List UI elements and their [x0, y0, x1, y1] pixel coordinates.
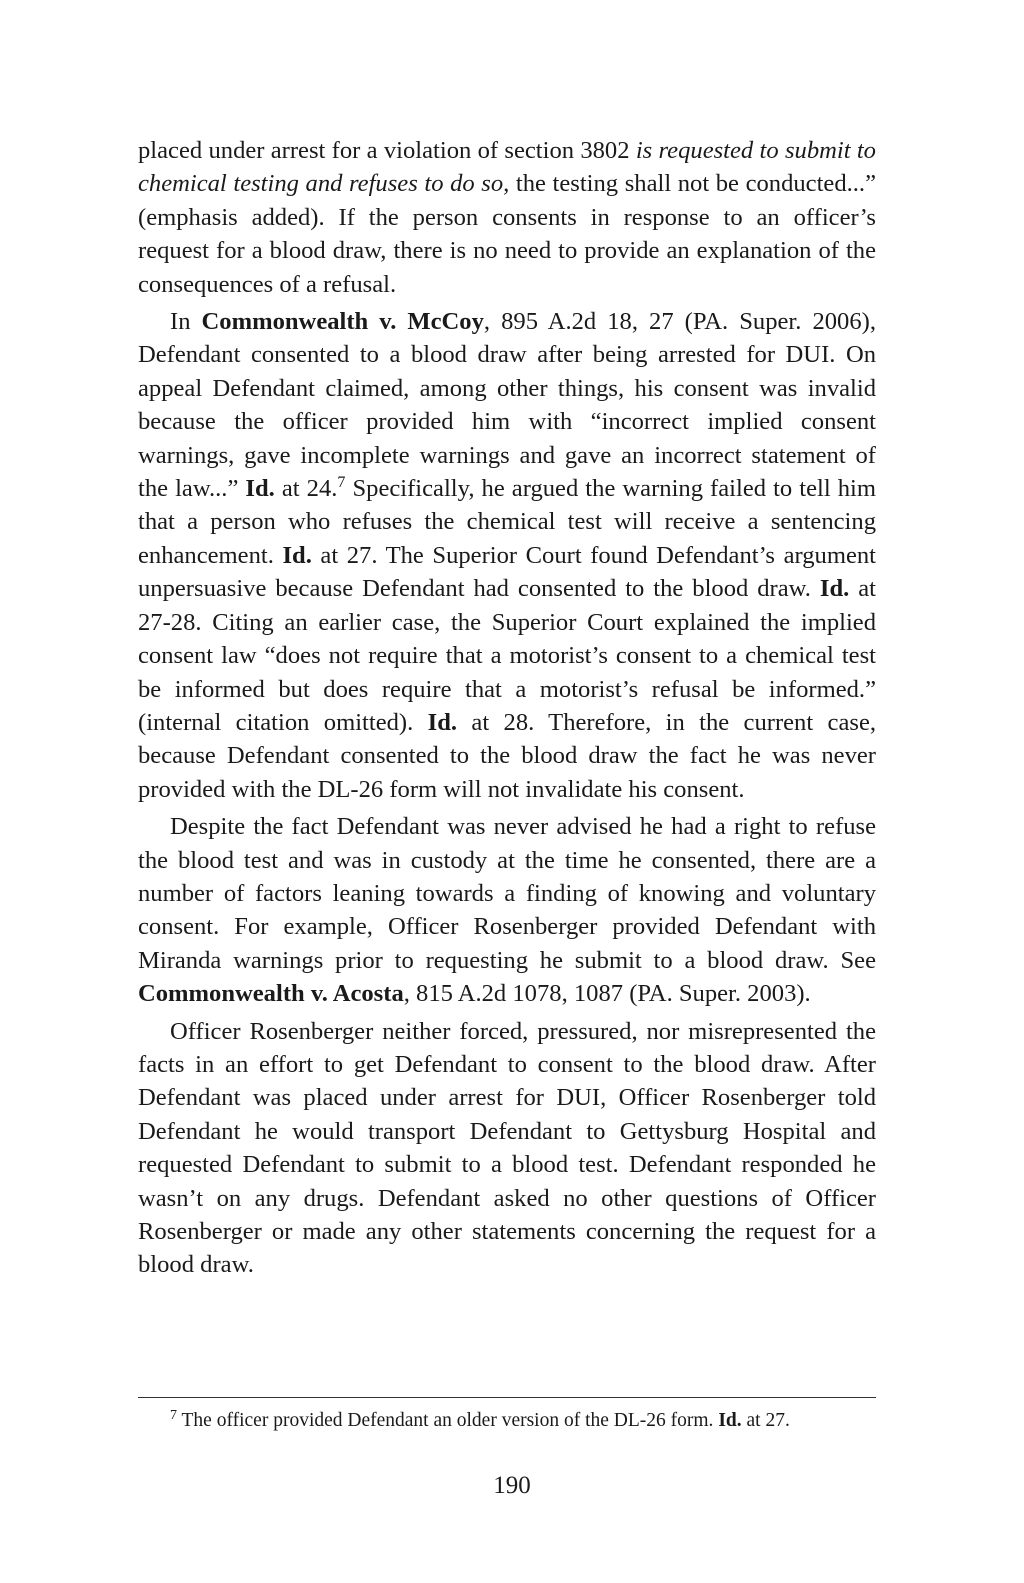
case-citation: Commonwealth v. Acosta: [138, 980, 404, 1008]
paragraph-text: at 28. Therefore, in the current case, because Defendant consented to the blood draw the fact he was never provided with the DL-26 form will not invalidate his consent.: [138, 708, 877, 803]
paragraph-text: placed under arrest for a violation of section 3802: [138, 137, 636, 164]
id-citation: Id.: [427, 708, 458, 736]
id-citation: Id.: [819, 575, 850, 603]
paragraph-4: [138, 1015, 876, 1282]
footnote-text: at 27.: [741, 1410, 790, 1431]
paragraph-text: at 27-28. Citing an earlier case, the Superior Court explained the implied consent law “does not require that a motorist’s consent to a chemical test be informed but does require that a motorist’s refusal be informed.” (internal citation omitted).: [138, 575, 876, 736]
paragraph-text: at 24.: [274, 475, 338, 503]
id-citation: Id.: [282, 541, 312, 569]
paragraph-2: [138, 305, 876, 806]
id-citation: Id.: [718, 1410, 742, 1431]
footnote-divider: [138, 1397, 876, 1398]
paragraph-text: , 815 A.2d 1078, 1087 (PA. Super. 2003).: [403, 980, 811, 1008]
paragraph-text: Officer Rosenberger neither forced, pressured, nor misrepresented the facts in an effort to get Defendant to consent to the blood draw. After Defendant was placed under arrest for DUI, Officer Rosenberger told Defendant he would transport Defendant to Gettysburg Hospital and requested Defendant to submit to a blood test. Defendant responded he wasn’t on any drugs. Defendant asked no other questions of Officer Rosenberger or made any other statements concerning the request for a blood draw.: [138, 1017, 876, 1279]
paragraph-text: at 27. The Superior Court found Defendant’s argument unpersuasive because Defendant had consented to the blood draw.: [138, 541, 876, 603]
paragraph-text: Specifically, he argued the warning failed to tell him that a person who refuses the chemical test will receive a sentencing enhancement.: [138, 475, 876, 569]
document-body: [138, 134, 876, 1282]
footnote-text: The officer provided Defendant an older version of the DL-26 form.: [177, 1410, 719, 1431]
paragraph-text: Despite the fact Defendant was never advised he had a right to refuse the blood test and was in custody at the time he consented, there are a number of factors leaning towards a finding of knowing and voluntary consent. For example, Officer Rosenberger provided Defendant with Miranda warnings prior to requesting he submit to a blood draw. See: [138, 813, 876, 974]
paragraph-text: , 895 A.2d 18, 27 (PA. Super. 2006), Defendant consented to a blood draw after being arrested for DUI. On appeal Defendant claimed, among other things, his consent was invalid because the officer provided him with “incorrect implied consent warnings, gave incomplete warnings and gave an incorrect statement of the law...”: [138, 308, 876, 503]
paragraph-text: the testing shall not be conducted...” (emphasis added). If the person consents in response to an officer’s request for a blood draw, there is no need to provide an explanation of the consequences of a refusal.: [138, 170, 876, 298]
paragraph-1: [138, 134, 876, 301]
footnote-7: [170, 1407, 876, 1435]
page-number: 190: [493, 1472, 531, 1499]
emphasized-text: is requested to submit to chemical testing and refuses to do so,: [138, 137, 876, 198]
paragraph-text: In: [170, 308, 202, 336]
case-citation: Commonwealth v. McCoy: [201, 308, 484, 336]
id-citation: Id.: [245, 475, 275, 503]
paragraph-3: [138, 810, 876, 1010]
footnote-reference[interactable]: 7: [337, 474, 346, 492]
footnote-number: 7: [170, 1408, 177, 1423]
